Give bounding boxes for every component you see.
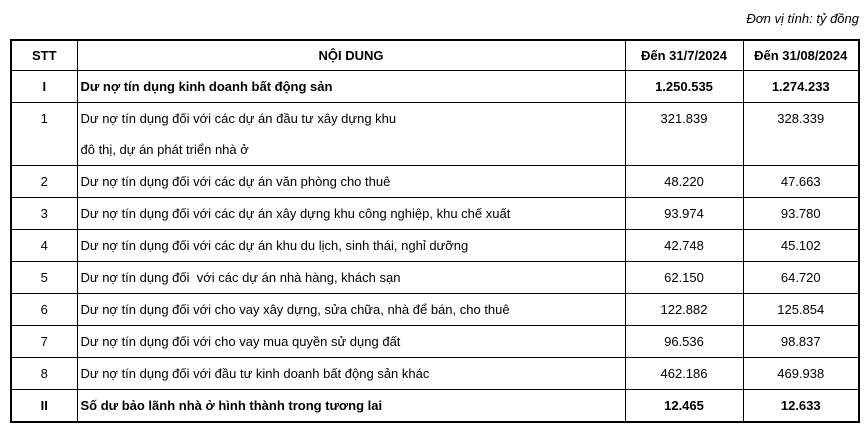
- row-value-a: 462.186: [625, 358, 743, 390]
- row-stt: 2: [11, 166, 77, 198]
- header-col-b: Đến 31/08/2024: [743, 40, 859, 71]
- row-value-b: 1.274.233: [743, 71, 859, 103]
- header-col-a: Đến 31/7/2024: [625, 40, 743, 71]
- row-stt: 3: [11, 198, 77, 230]
- row-value-a: 122.882: [625, 294, 743, 326]
- row-value-b: 328.339: [743, 103, 859, 166]
- row-value-b: 98.837: [743, 326, 859, 358]
- row-content: Dư nợ tín dụng đối với đầu tư kinh doanh bất động sản khác: [77, 358, 625, 390]
- row-content: Dư nợ tín dụng đối với cho vay xây dựng, sửa chữa, nhà để bán, cho thuê: [77, 294, 625, 326]
- row-stt: 1: [11, 103, 77, 166]
- table-row: [11, 166, 859, 198]
- row-content: Dư nợ tín dụng đối với các dự án văn phòng cho thuê: [77, 166, 625, 198]
- table-row: [11, 326, 859, 358]
- table-row: [11, 390, 859, 423]
- row-stt: 5: [11, 262, 77, 294]
- table-row: [11, 71, 859, 103]
- row-stt: II: [11, 390, 77, 423]
- row-content: [77, 103, 625, 166]
- row-value-a: 62.150: [625, 262, 743, 294]
- header-content: NỘI DUNG: [77, 40, 625, 71]
- row-stt: 7: [11, 326, 77, 358]
- row-content: Dư nợ tín dụng đối với cho vay mua quyền sử dụng đất: [77, 326, 625, 358]
- row-value-b: 12.633: [743, 390, 859, 423]
- header-row: [11, 40, 859, 71]
- row-value-a: 93.974: [625, 198, 743, 230]
- table-row: [11, 230, 859, 262]
- row-stt: 8: [11, 358, 77, 390]
- row-stt: I: [11, 71, 77, 103]
- credit-table: [10, 39, 860, 423]
- row-value-a: 42.748: [625, 230, 743, 262]
- row-value-a: 96.536: [625, 326, 743, 358]
- row-value-b: 64.720: [743, 262, 859, 294]
- header-stt: STT: [11, 40, 77, 71]
- row-stt: 6: [11, 294, 77, 326]
- table-row: [11, 103, 859, 166]
- row-value-a: 1.250.535: [625, 71, 743, 103]
- row-value-b: 93.780: [743, 198, 859, 230]
- row-content: Dư nợ tín dụng đối với các dự án khu du lịch, sinh thái, nghỉ dưỡng: [77, 230, 625, 262]
- table-row: [11, 262, 859, 294]
- row-content: Dư nợ tín dụng kinh doanh bất động sản: [77, 71, 625, 103]
- row-content: Dư nợ tín dụng đối với các dự án xây dựng khu công nghiệp, khu chế xuất: [77, 198, 625, 230]
- table-row: [11, 198, 859, 230]
- row-value-b: 469.938: [743, 358, 859, 390]
- table-row: [11, 294, 859, 326]
- row-value-a: 12.465: [625, 390, 743, 423]
- row-stt: 4: [11, 230, 77, 262]
- row-content-line-1: Dư nợ tín dụng đối với các dự án đầu tư xây dựng khu: [80, 111, 397, 126]
- unit-note: Đơn vị tính: tỷ đồng: [746, 11, 859, 26]
- table-row: [11, 358, 859, 390]
- row-content-line-2: đô thị, dự án phát triển nhà ở: [80, 142, 249, 157]
- row-content: Số dư bảo lãnh nhà ở hình thành trong tương lai: [77, 390, 625, 423]
- row-value-b: 125.854: [743, 294, 859, 326]
- row-value-a: 48.220: [625, 166, 743, 198]
- row-content: Dư nợ tín dụng đối với các dự án nhà hàng, khách sạn: [77, 262, 625, 294]
- row-value-a: 321.839: [625, 103, 743, 166]
- row-value-b: 45.102: [743, 230, 859, 262]
- row-value-b: 47.663: [743, 166, 859, 198]
